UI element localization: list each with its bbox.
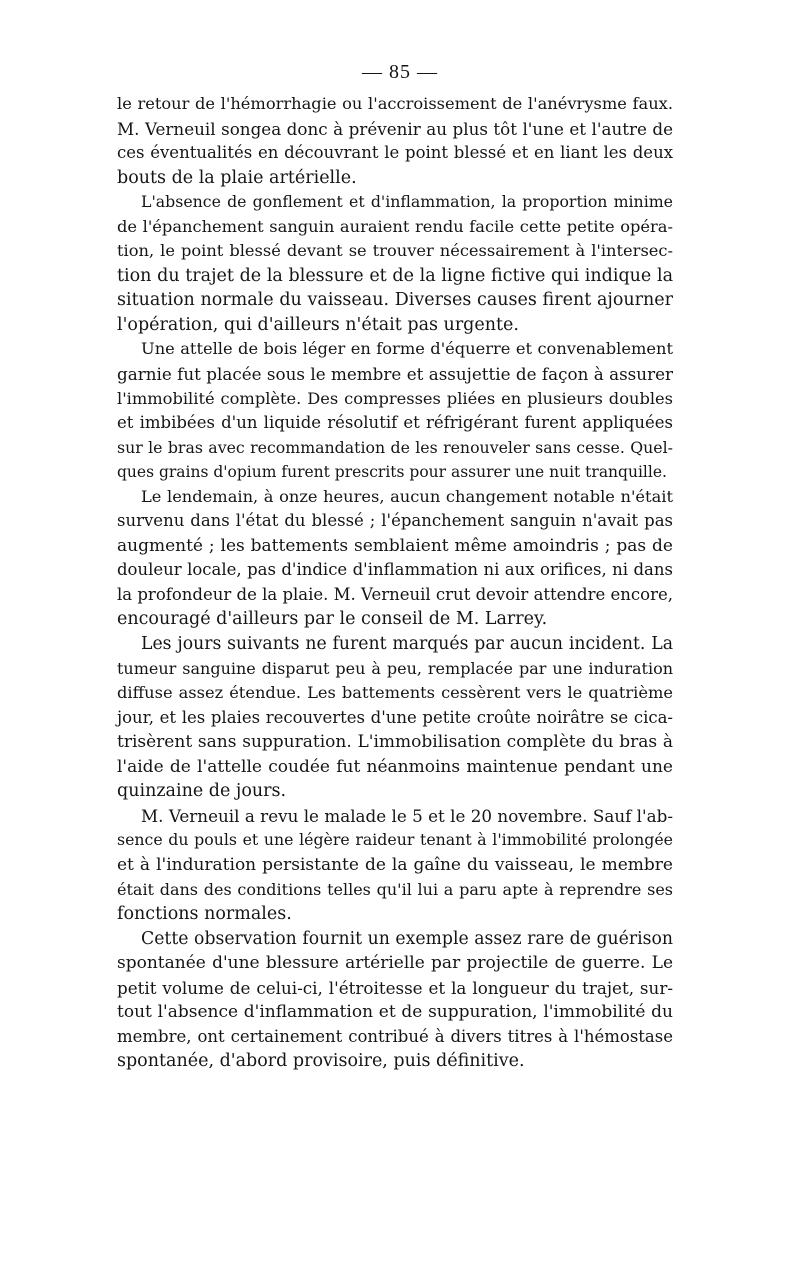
text-line: douleur locale, pas d'indice d'inflammation ni aux orifices, ni dans — [117, 560, 673, 580]
text-line: garnie fut placée sous le membre et assujettie de façon à assurer — [117, 364, 673, 385]
text-line: survenu dans l'état du blessé ; l'épanchement sanguin n'avait pas — [117, 511, 673, 531]
text-line: tion du trajet de la blessure et de la ligne fictive qui indique la — [117, 265, 673, 286]
text-line: diffuse assez étendue. Les battements cessèrent vers le quatrième — [117, 683, 673, 703]
text-line: l'immobilité complète. Des compresses pliées en plusieurs doubles — [117, 388, 673, 408]
text-line: était dans des conditions telles qu'il lui a paru apte à reprendre ses — [117, 879, 673, 899]
text-line: M. Verneuil songea donc à prévenir au plus tôt l'une et l'autre de — [117, 118, 673, 139]
text-line: bouts de la plaie artérielle. — [117, 167, 357, 188]
text-line: fonctions normales. — [117, 904, 292, 925]
paragraph — [117, 92, 673, 190]
text-line: L'absence de gonflement et d'inflammation, la proportion minime — [141, 192, 673, 212]
paragraph — [117, 632, 673, 804]
text-line: tion, le point blessé devant se trouver nécessairement à l'intersec- — [117, 241, 673, 261]
text-line: jour, et les plaies recouvertes d'une petite croûte noirâtre se cica- — [117, 707, 673, 727]
text-line: encouragé d'ailleurs par le conseil de M. Larrey. — [117, 609, 548, 630]
text-line: quinzaine de jours. — [117, 781, 287, 802]
text-line: spontanée d'une blessure artérielle par projectile de guerre. Le — [117, 953, 673, 974]
page-number: — 85 — — [362, 61, 438, 83]
text-line: Le lendemain, à onze heures, aucun changement notable n'était — [141, 486, 673, 506]
text-line: ces éventualités en découvrant le point blessé et en liant les deux — [117, 143, 673, 163]
paragraph — [117, 804, 673, 927]
text-line: trisèrent sans suppuration. L'immobilisation complète du bras à — [117, 732, 673, 753]
text-line: et imbibées d'un liquide résolutif et réfrigérant furent appliquées — [117, 413, 673, 433]
text-line: ques grains d'opium furent prescrits pour assurer une nuit tranquille. — [117, 463, 667, 482]
text-line: l'aide de l'attelle coudée fut néanmoins maintenue pendant une — [117, 756, 673, 777]
text-line: sence du pouls et une légère raideur tenant à l'immobilité prolongée — [117, 830, 673, 850]
paragraph — [117, 190, 673, 337]
text-line: spontanée, d'abord provisoire, puis définitive. — [117, 1051, 525, 1072]
text-line: Une attelle de bois léger en forme d'équerre et convenablement — [141, 339, 673, 359]
text-line: sur le bras avec recommandation de les renouveler sans cesse. Quel- — [117, 437, 673, 457]
text-line: M. Verneuil a revu le malade le 5 et le 20 novembre. Sauf l'ab- — [141, 805, 673, 826]
text-line: et à l'induration persistante de la gaîne du vaisseau, le membre — [117, 854, 673, 875]
body-text — [117, 92, 673, 1074]
paragraph — [117, 927, 673, 1074]
text-line: petit volume de celui-ci, l'étroitesse et la longueur du trajet, sur- — [117, 977, 673, 998]
text-line: membre, ont certainement contribué à divers titres à l'hémostase — [117, 1026, 673, 1046]
text-line: tumeur sanguine disparut peu à peu, remplacée par une induration — [117, 658, 673, 678]
paragraph — [117, 337, 673, 484]
text-line: situation normale du vaisseau. Diverses causes firent ajourner — [117, 290, 673, 311]
text-line: l'opération, qui d'ailleurs n'était pas urgente. — [117, 314, 519, 335]
text-line: augmenté ; les battements semblaient même amoindris ; pas de — [117, 535, 673, 556]
paragraph — [117, 485, 673, 632]
text-line: Les jours suivants ne furent marqués par aucun incident. La — [141, 634, 673, 655]
text-line: la profondeur de la plaie. M. Verneuil crut devoir attendre encore, — [117, 584, 673, 604]
text-line: le retour de l'hémorrhagie ou l'accroissement de l'anévrysme faux. — [117, 94, 673, 113]
text-line: de l'épanchement sanguin auraient rendu facile cette petite opéra- — [117, 216, 673, 236]
text-line: Cette observation fournit un exemple assez rare de guérison — [141, 928, 673, 949]
text-line: tout l'absence d'inflammation et de suppuration, l'immobilité du — [117, 1002, 673, 1023]
